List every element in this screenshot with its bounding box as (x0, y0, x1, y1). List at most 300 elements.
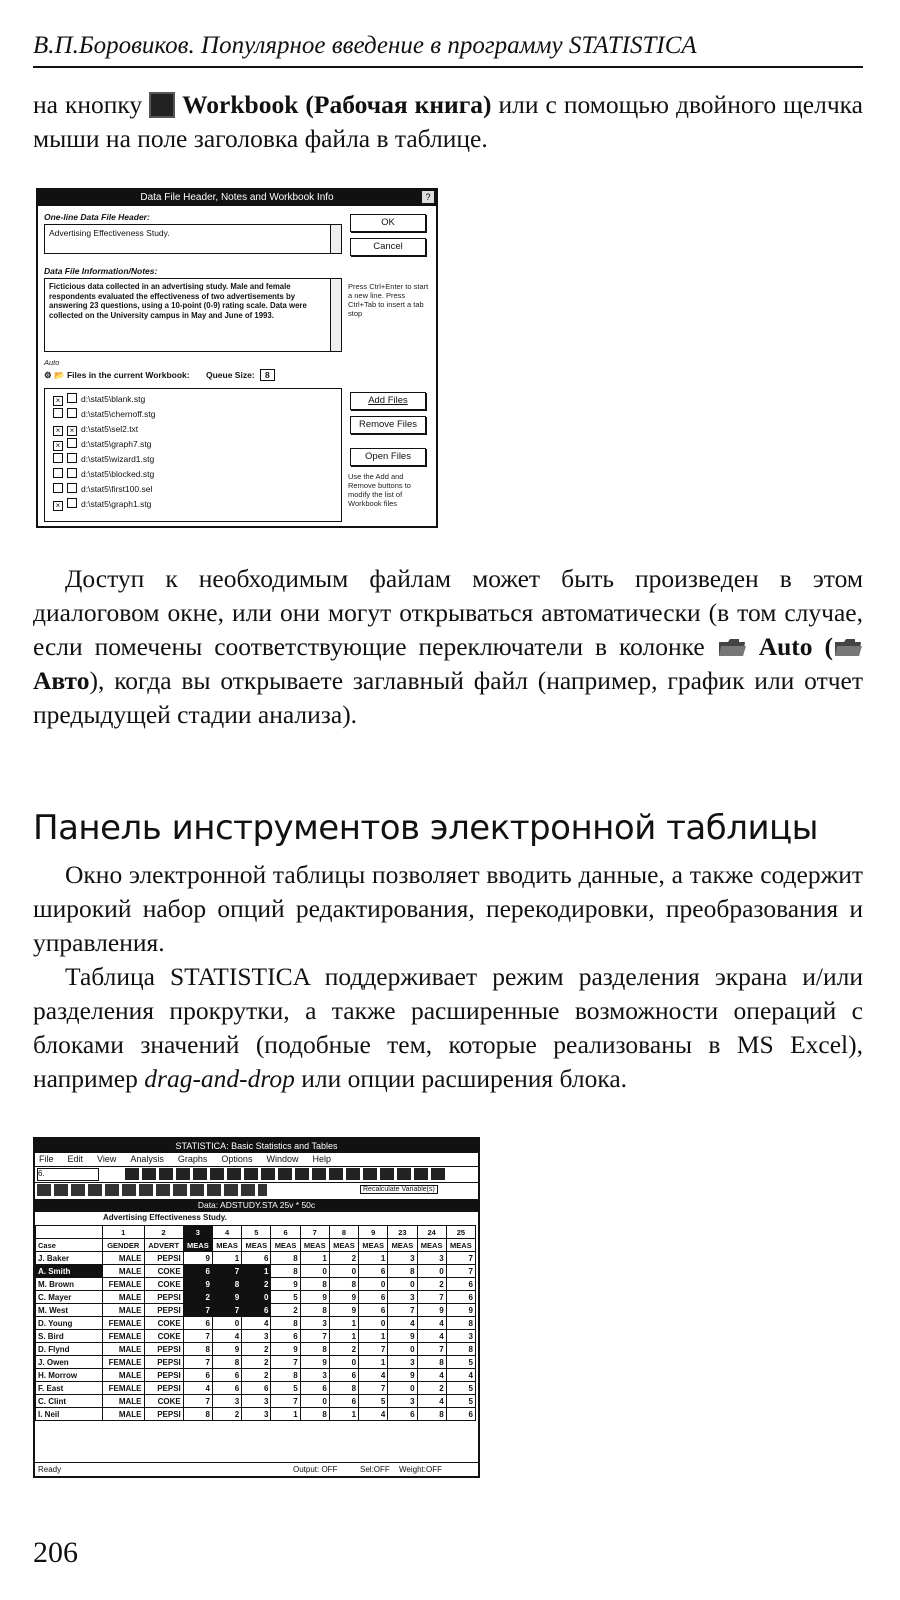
value-cell[interactable]: 4 (359, 1369, 388, 1382)
column-number[interactable]: 5 (242, 1226, 271, 1239)
value-cell[interactable]: 8 (271, 1265, 300, 1278)
value-cell[interactable]: 8 (300, 1408, 329, 1421)
value-cell[interactable]: 7 (183, 1395, 212, 1408)
value-cell[interactable]: 3 (388, 1356, 417, 1369)
case-name[interactable]: J. Owen (36, 1356, 103, 1369)
value-cell[interactable]: 6 (212, 1369, 241, 1382)
value-cell[interactable]: 7 (183, 1356, 212, 1369)
value-cell[interactable]: 2 (212, 1408, 241, 1421)
value-cell[interactable]: 4 (183, 1382, 212, 1395)
value-cell[interactable]: 3 (388, 1395, 417, 1408)
auto-checkbox[interactable]: × (53, 501, 63, 511)
value-cell[interactable]: 6 (242, 1304, 271, 1317)
data-grid (35, 1225, 476, 1421)
files-header (44, 370, 275, 381)
header-field[interactable] (44, 224, 342, 254)
gender-cell[interactable]: FEMALE (103, 1356, 145, 1369)
value-cell[interactable]: 3 (417, 1252, 446, 1265)
menu-bar (35, 1153, 478, 1167)
value-cell[interactable]: 3 (388, 1291, 417, 1304)
value-cell[interactable]: 3 (242, 1395, 271, 1408)
advert-cell[interactable]: PEPSI (144, 1369, 183, 1382)
help-button[interactable]: ? (422, 191, 434, 203)
case-name[interactable]: H. Morrow (36, 1369, 103, 1382)
value-cell[interactable]: 6 (271, 1330, 300, 1343)
open-checkbox[interactable] (67, 468, 77, 478)
open-checkbox[interactable]: × (67, 426, 77, 436)
open-checkbox[interactable] (67, 483, 77, 493)
value-cell[interactable]: 8 (446, 1317, 475, 1330)
value-cell[interactable]: 1 (329, 1408, 358, 1421)
file-row[interactable] (53, 453, 154, 465)
value-cell[interactable]: 9 (212, 1343, 241, 1356)
value-cell[interactable]: 6 (359, 1304, 388, 1317)
file-row[interactable] (53, 423, 138, 435)
value-cell[interactable]: 6 (388, 1408, 417, 1421)
advert-cell[interactable]: PEPSI (144, 1252, 183, 1265)
value-cell[interactable]: 9 (183, 1278, 212, 1291)
column-name[interactable]: ADVERT (144, 1239, 183, 1252)
case-name[interactable]: M. West (36, 1304, 103, 1317)
value-cell[interactable]: 4 (446, 1369, 475, 1382)
value-cell[interactable]: 0 (388, 1382, 417, 1395)
ok-button[interactable]: OK (350, 214, 426, 232)
column-number[interactable]: 4 (212, 1226, 241, 1239)
column-number[interactable]: 7 (300, 1226, 329, 1239)
column-name[interactable]: MEAS (446, 1239, 475, 1252)
value-cell[interactable]: 7 (446, 1265, 475, 1278)
section-title: Панель инструментов электронной таблицы (33, 808, 819, 848)
value-cell[interactable]: 0 (359, 1278, 388, 1291)
paragraph-spreadsheet: Окно электронной таблицы позволяет вводить данные, а также содержит широкий набор опций редактирования, перекодировки, преобразования и управления. (33, 860, 863, 957)
value-cell[interactable]: 0 (329, 1356, 358, 1369)
file-path: d:\stat5\blank.stg (81, 394, 146, 404)
value-cell[interactable]: 3 (242, 1330, 271, 1343)
gender-cell[interactable]: MALE (103, 1304, 145, 1317)
auto-label: Auto (44, 358, 60, 367)
advert-cell[interactable]: PEPSI (144, 1343, 183, 1356)
gender-cell[interactable]: FEMALE (103, 1330, 145, 1343)
file-row[interactable] (53, 408, 156, 420)
case-name[interactable]: M. Brown (36, 1278, 103, 1291)
menu-item[interactable]: Options (221, 1154, 253, 1164)
auto-checkbox[interactable]: × (53, 426, 63, 436)
gender-cell[interactable]: MALE (103, 1408, 145, 1421)
add-remove-hint: Use the Add and Remove buttons to modify the list of Workbook files (348, 472, 411, 508)
table-row (36, 1343, 476, 1356)
value-cell[interactable]: 1 (212, 1252, 241, 1265)
column-name-row (36, 1239, 476, 1252)
menu-item[interactable]: Analysis (130, 1154, 164, 1164)
value-cell[interactable]: 7 (271, 1395, 300, 1408)
menu-item[interactable]: File (39, 1154, 54, 1164)
value-cell[interactable]: 8 (417, 1408, 446, 1421)
value-cell[interactable]: 4 (417, 1369, 446, 1382)
column-name[interactable]: MEAS (359, 1239, 388, 1252)
value-cell[interactable]: 7 (183, 1304, 212, 1317)
para1-auto: Auto (758, 632, 813, 661)
add-files-button[interactable]: Add Files (350, 392, 426, 410)
recalc-button[interactable]: Recalculate Variable(s) (360, 1185, 438, 1194)
table-row (36, 1304, 476, 1317)
column-name[interactable]: MEAS (242, 1239, 271, 1252)
value-cell[interactable]: 5 (271, 1382, 300, 1395)
advert-cell[interactable]: COKE (144, 1330, 183, 1343)
column-number[interactable]: 3 (183, 1226, 212, 1239)
dialog-title: Data File Header, Notes and Workbook Info (140, 192, 334, 203)
value-cell[interactable]: 1 (300, 1252, 329, 1265)
column-number-row (36, 1226, 476, 1239)
table-row (36, 1317, 476, 1330)
para1-text-c: ), когда вы открываете заглавный файл (например, график или отчет предыдущей стадии анализа). (33, 666, 863, 729)
value-cell[interactable]: 3 (212, 1395, 241, 1408)
value-cell[interactable]: 0 (300, 1265, 329, 1278)
value-cell[interactable]: 7 (212, 1265, 241, 1278)
value-cell[interactable]: 3 (388, 1252, 417, 1265)
column-name[interactable]: MEAS (329, 1239, 358, 1252)
value-cell[interactable]: 6 (212, 1382, 241, 1395)
para3-italic: drag-and-drop (144, 1064, 295, 1093)
notes-field-value: Ficticious data collected in an advertising study. Male and female respondents evaluated the effectiveness of two advertisements by answering 23 questions, using a 10-point (0-9) rating scale. Data were collected on the University campus in May and June of 1993. (49, 282, 307, 320)
value-cell[interactable]: 2 (242, 1356, 271, 1369)
auto-folder-icon (717, 633, 747, 655)
menu-item[interactable]: Edit (67, 1154, 84, 1164)
value-cell[interactable]: 9 (212, 1291, 241, 1304)
value-cell[interactable]: 7 (183, 1330, 212, 1343)
intro-pre: на кнопку (33, 90, 143, 119)
value-cell[interactable]: 6 (300, 1382, 329, 1395)
table-row (36, 1382, 476, 1395)
value-cell[interactable]: 8 (446, 1343, 475, 1356)
toolbar-buttons-2[interactable] (37, 1184, 267, 1196)
case-name[interactable]: A. Smith (36, 1265, 103, 1278)
value-cell[interactable]: 2 (417, 1382, 446, 1395)
column-number[interactable]: 23 (388, 1226, 417, 1239)
value-cell[interactable]: 7 (212, 1304, 241, 1317)
column-name[interactable]: MEAS (417, 1239, 446, 1252)
open-checkbox[interactable] (67, 408, 77, 418)
table-row (36, 1395, 476, 1408)
column-name[interactable]: MEAS (271, 1239, 300, 1252)
menu-item[interactable]: Window (266, 1154, 299, 1164)
file-path: d:\stat5\blocked.stg (81, 469, 155, 479)
case-name[interactable]: F. East (36, 1382, 103, 1395)
value-cell[interactable]: 8 (271, 1317, 300, 1330)
value-cell[interactable]: 1 (359, 1356, 388, 1369)
gender-cell[interactable]: MALE (103, 1252, 145, 1265)
open-checkbox[interactable] (67, 498, 77, 508)
value-cell[interactable]: 0 (359, 1317, 388, 1330)
value-cell[interactable]: 2 (242, 1343, 271, 1356)
case-name[interactable]: D. Young (36, 1317, 103, 1330)
paragraph-split (33, 960, 863, 1096)
files-label: Files in the current Workbook: (66, 370, 190, 380)
value-cell[interactable]: 9 (329, 1291, 358, 1304)
value-cell[interactable]: 3 (446, 1330, 475, 1343)
auto-checkbox[interactable] (53, 468, 63, 478)
value-cell[interactable]: 2 (183, 1291, 212, 1304)
intro-bold: Workbook (Рабочая книга) (182, 90, 492, 119)
column-number[interactable]: 8 (329, 1226, 358, 1239)
advert-cell[interactable]: COKE (144, 1265, 183, 1278)
toolbar-buttons-1[interactable] (125, 1168, 445, 1180)
corner-cell (36, 1226, 103, 1239)
open-files-button[interactable]: Open Files (350, 448, 426, 466)
value-cell[interactable]: 9 (329, 1304, 358, 1317)
menu-item[interactable]: Graphs (177, 1154, 208, 1164)
paragraph-access (33, 562, 863, 732)
value-cell[interactable]: 6 (183, 1265, 212, 1278)
column-name[interactable]: MEAS (212, 1239, 241, 1252)
case-name[interactable]: D. Flynd (36, 1343, 103, 1356)
case-name[interactable]: S. Bird (36, 1330, 103, 1343)
status-bar (35, 1462, 478, 1476)
gender-cell[interactable]: FEMALE (103, 1317, 145, 1330)
value-cell[interactable]: 3 (242, 1408, 271, 1421)
value-cell[interactable]: 8 (329, 1278, 358, 1291)
gender-cell[interactable]: MALE (103, 1395, 145, 1408)
value-cell[interactable]: 8 (271, 1252, 300, 1265)
case-name[interactable]: J. Baker (36, 1252, 103, 1265)
case-name[interactable]: I. Neil (36, 1408, 103, 1421)
value-cell[interactable]: 7 (271, 1356, 300, 1369)
open-checkbox[interactable] (67, 393, 77, 403)
file-row[interactable] (53, 468, 154, 480)
case-name[interactable]: C. Clint (36, 1395, 103, 1408)
value-cell[interactable]: 8 (300, 1304, 329, 1317)
value-cell[interactable]: 1 (271, 1408, 300, 1421)
menu-item[interactable]: View (97, 1154, 117, 1164)
auto-icon: ⚙ (44, 370, 52, 380)
value-cell[interactable]: 9 (446, 1304, 475, 1317)
file-path: d:\stat5\wizard1.stg (81, 454, 155, 464)
value-cell[interactable]: 8 (300, 1278, 329, 1291)
column-name[interactable]: GENDER (103, 1239, 145, 1252)
toolbar-2 (35, 1182, 478, 1200)
value-cell[interactable]: 6 (359, 1291, 388, 1304)
gender-cell[interactable]: MALE (103, 1265, 145, 1278)
para1-avto: Авто (33, 666, 90, 695)
column-name[interactable]: MEAS (388, 1239, 417, 1252)
value-cell[interactable]: 9 (388, 1369, 417, 1382)
auto-checkbox[interactable] (53, 453, 63, 463)
value-cell[interactable]: 0 (212, 1317, 241, 1330)
column-number[interactable]: 24 (417, 1226, 446, 1239)
queue-size-field[interactable]: 8 (260, 369, 275, 381)
para3-text-a: Таблица STATISTICA поддерживает режим разделения экрана и/или разделения прокрутки, а также расширенные возможности операций с блоками значений (подобные тем, которые реализованы в MS Excel), например (33, 962, 863, 1093)
status-sel: Sel:OFF (360, 1465, 390, 1474)
menu-item[interactable]: Help (312, 1154, 331, 1164)
value-cell[interactable]: 9 (417, 1304, 446, 1317)
value-cell[interactable]: 2 (329, 1343, 358, 1356)
value-cell[interactable]: 6 (242, 1252, 271, 1265)
value-cell[interactable]: 4 (417, 1317, 446, 1330)
value-cell[interactable]: 6 (446, 1408, 475, 1421)
toolbar-1 (35, 1166, 478, 1183)
value-cell[interactable]: 9 (388, 1330, 417, 1343)
value-cell[interactable]: 8 (300, 1343, 329, 1356)
table-row (36, 1330, 476, 1343)
folder-icon: 📂 (54, 370, 65, 380)
column-number[interactable]: 2 (144, 1226, 183, 1239)
value-cell[interactable]: 0 (242, 1291, 271, 1304)
value-cell[interactable]: 4 (417, 1395, 446, 1408)
value-cell[interactable]: 8 (212, 1278, 241, 1291)
para1-paren: ( (824, 632, 833, 661)
value-cell[interactable]: 6 (329, 1395, 358, 1408)
table-row (36, 1252, 476, 1265)
value-cell[interactable]: 6 (359, 1265, 388, 1278)
value-cell[interactable]: 0 (329, 1265, 358, 1278)
file-path: d:\stat5\first100.sel (81, 484, 153, 494)
gender-cell[interactable]: FEMALE (103, 1278, 145, 1291)
value-cell[interactable]: 4 (417, 1330, 446, 1343)
file-path: d:\stat5\sel2.txt (81, 424, 139, 434)
value-cell[interactable]: 6 (242, 1382, 271, 1395)
value-cell[interactable]: 4 (388, 1317, 417, 1330)
open-checkbox[interactable] (67, 453, 77, 463)
advert-cell[interactable]: COKE (144, 1395, 183, 1408)
table-row (36, 1291, 476, 1304)
value-cell[interactable]: 1 (242, 1265, 271, 1278)
notes-field[interactable] (44, 278, 342, 352)
gender-cell[interactable]: MALE (103, 1343, 145, 1356)
value-cell[interactable]: 8 (417, 1356, 446, 1369)
value-cell[interactable]: 7 (417, 1343, 446, 1356)
file-row[interactable] (53, 393, 145, 405)
value-cell[interactable]: 8 (212, 1356, 241, 1369)
value-cell[interactable]: 9 (300, 1291, 329, 1304)
workbook-info-dialog (36, 188, 438, 528)
value-cell[interactable]: 2 (417, 1278, 446, 1291)
value-cell[interactable]: 6 (446, 1278, 475, 1291)
value-cell[interactable]: 2 (242, 1278, 271, 1291)
running-header: В.П.Боровиков. Популярное введение в программу STATISTICA (33, 32, 863, 68)
value-cell[interactable]: 5 (446, 1395, 475, 1408)
statistica-window (33, 1137, 480, 1478)
auto-checkbox[interactable] (53, 483, 63, 493)
column-number[interactable]: 9 (359, 1226, 388, 1239)
gender-cell[interactable]: FEMALE (103, 1382, 145, 1395)
column-number[interactable]: 6 (271, 1226, 300, 1239)
value-cell[interactable]: 0 (388, 1278, 417, 1291)
column-number[interactable]: 1 (103, 1226, 145, 1239)
file-row[interactable] (53, 498, 151, 510)
queue-label: Queue Size: (205, 370, 255, 380)
data-titlebar: Data: ADSTUDY.STA 25v * 50c (35, 1199, 478, 1212)
notes-scrollbar[interactable] (330, 279, 341, 351)
value-cell[interactable]: 9 (271, 1343, 300, 1356)
cancel-button[interactable]: Cancel (350, 238, 426, 256)
workbook-icon (149, 92, 175, 118)
value-cell[interactable]: 8 (388, 1265, 417, 1278)
value-cell[interactable]: 5 (359, 1395, 388, 1408)
intro-paragraph (33, 88, 863, 156)
value-cell[interactable]: 8 (329, 1382, 358, 1395)
para1-text-a: Доступ к необходимым файлам может быть произведен в этом диалоговом окне, или они могут открываться автоматически (в том случае, если помечены соответствующие переключатели в колонке (33, 564, 863, 661)
header-scrollbar[interactable] (330, 225, 341, 253)
header-field-value: Advertising Effectiveness Study. (49, 228, 170, 238)
value-cell[interactable]: 1 (329, 1330, 358, 1343)
auto-checkbox[interactable]: × (53, 441, 63, 451)
value-cell[interactable]: 9 (271, 1278, 300, 1291)
value-cell[interactable]: 3 (300, 1369, 329, 1382)
value-cell[interactable]: 6 (329, 1369, 358, 1382)
notes-hint: Press Ctrl+Enter to start a new line. Press Ctrl+Tab to insert a tab stop (348, 282, 429, 318)
gender-cell[interactable]: MALE (103, 1291, 145, 1304)
value-cell[interactable]: 5 (271, 1291, 300, 1304)
file-row[interactable] (53, 438, 151, 450)
value-cell[interactable]: 6 (183, 1369, 212, 1382)
advert-cell[interactable]: COKE (144, 1278, 183, 1291)
value-cell[interactable]: 8 (183, 1343, 212, 1356)
value-cell[interactable]: 9 (300, 1356, 329, 1369)
value-cell[interactable]: 7 (417, 1291, 446, 1304)
open-checkbox[interactable] (67, 438, 77, 448)
advert-cell[interactable]: PEPSI (144, 1382, 183, 1395)
column-name[interactable]: MEAS (300, 1239, 329, 1252)
table-row (36, 1369, 476, 1382)
value-cell[interactable]: 8 (271, 1369, 300, 1382)
value-cell[interactable]: 5 (446, 1356, 475, 1369)
dialog-titlebar (38, 190, 436, 206)
value-cell[interactable]: 6 (446, 1291, 475, 1304)
value-cell[interactable]: 0 (388, 1343, 417, 1356)
value-cell[interactable]: 7 (359, 1343, 388, 1356)
value-cell[interactable]: 1 (359, 1252, 388, 1265)
value-cell[interactable]: 7 (300, 1330, 329, 1343)
advert-cell[interactable]: COKE (144, 1317, 183, 1330)
value-cell[interactable]: 6 (183, 1317, 212, 1330)
case-header: Case (36, 1239, 103, 1252)
value-cell[interactable]: 0 (417, 1265, 446, 1278)
value-cell[interactable]: 4 (242, 1317, 271, 1330)
file-header-text: Advertising Effectiveness Study. (103, 1213, 227, 1222)
case-name[interactable]: C. Mayer (36, 1291, 103, 1304)
value-cell[interactable]: 1 (359, 1330, 388, 1343)
gender-cell[interactable]: MALE (103, 1369, 145, 1382)
advert-cell[interactable]: PEPSI (144, 1408, 183, 1421)
auto-checkbox[interactable]: × (53, 396, 63, 406)
advert-cell[interactable]: PEPSI (144, 1304, 183, 1317)
value-cell[interactable]: 2 (329, 1252, 358, 1265)
value-cell[interactable]: 2 (271, 1304, 300, 1317)
value-cell[interactable]: 4 (359, 1408, 388, 1421)
auto-checkbox[interactable] (53, 408, 63, 418)
value-cell[interactable]: 2 (242, 1369, 271, 1382)
auto-folder-icon-2 (833, 633, 863, 655)
notes-label: Data File Information/Notes: (44, 266, 158, 276)
advert-cell[interactable]: PEPSI (144, 1356, 183, 1369)
value-cell[interactable]: 7 (359, 1382, 388, 1395)
value-cell[interactable]: 5 (446, 1382, 475, 1395)
advert-cell[interactable]: PEPSI (144, 1291, 183, 1304)
value-cell[interactable]: 0 (300, 1395, 329, 1408)
value-cell[interactable]: 7 (446, 1252, 475, 1265)
value-cell[interactable]: 8 (183, 1408, 212, 1421)
value-cell[interactable]: 9 (183, 1252, 212, 1265)
value-cell[interactable]: 1 (329, 1317, 358, 1330)
column-name[interactable]: MEAS (183, 1239, 212, 1252)
value-cell[interactable]: 4 (212, 1330, 241, 1343)
file-row[interactable] (53, 483, 152, 495)
column-number[interactable]: 25 (446, 1226, 475, 1239)
value-cell[interactable]: 7 (388, 1304, 417, 1317)
value-cell[interactable]: 3 (300, 1317, 329, 1330)
remove-files-button[interactable]: Remove Files (350, 416, 426, 434)
files-list (44, 388, 342, 522)
cell-ref-field[interactable]: 6. (37, 1168, 99, 1181)
